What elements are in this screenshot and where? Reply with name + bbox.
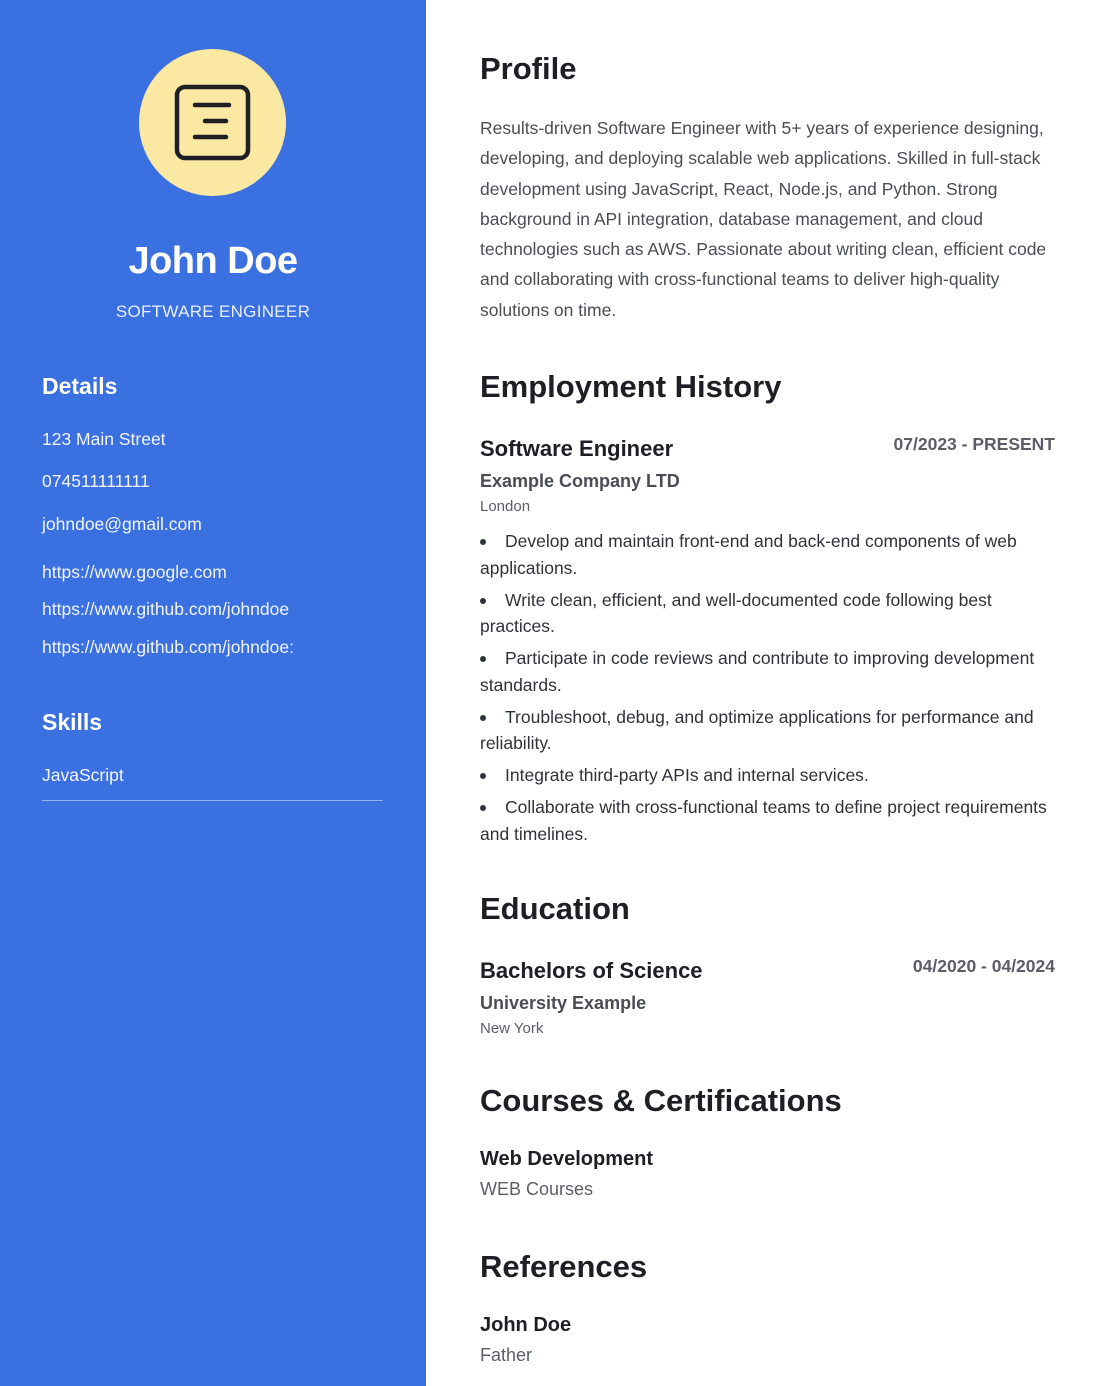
phone-text: 074511111111 xyxy=(42,471,150,491)
reference-relation: Father xyxy=(480,1345,533,1365)
education-heading: Education xyxy=(480,891,630,926)
company-name: Example Company LTD xyxy=(480,471,680,491)
course-provider: WEB Courses xyxy=(480,1179,594,1199)
degree-title: Bachelors of Science xyxy=(480,958,703,983)
list-item: Develop and maintain front-end and back-end components of web applications. xyxy=(480,528,1055,581)
list-item: Integrate third-party APIs and internal services. xyxy=(480,762,1055,789)
list-item: Participate in code reviews and contribute to improving development standards. xyxy=(480,645,1055,698)
job-dates: 07/2023 - PRESENT xyxy=(893,434,1055,454)
education-dates: 04/2020 - 04/2024 xyxy=(912,956,1055,976)
reference-name: John Doe xyxy=(480,1314,572,1336)
website-link[interactable]: https://www.google.com xyxy=(42,562,227,582)
sidebar xyxy=(0,0,426,1386)
course-title: Web Development xyxy=(480,1148,653,1170)
employment-heading: Employment History xyxy=(480,369,782,404)
job-title: Software Engineer xyxy=(480,436,674,461)
github-link[interactable]: https://www.github.com/johndoe xyxy=(42,599,290,619)
list-item: Troubleshoot, debug, and optimize applications for performance and reliability. xyxy=(480,704,1055,757)
document-lines-icon xyxy=(174,84,251,161)
job-responsibilities xyxy=(480,528,1055,853)
avatar xyxy=(139,49,286,196)
candidate-name: John Doe xyxy=(128,240,298,282)
skill-item: JavaScript xyxy=(42,765,124,785)
skill-level-bar xyxy=(42,800,383,801)
skills-heading: Skills xyxy=(42,709,103,735)
courses-heading: Courses & Certifications xyxy=(480,1083,842,1118)
address-text: 123 Main Street xyxy=(42,429,166,449)
school-location: New York xyxy=(480,1020,544,1037)
list-item: Collaborate with cross-functional teams to define project requirements and timelines. xyxy=(480,794,1055,847)
list-item: Write clean, efficient, and well-documented code following best practices. xyxy=(480,587,1055,640)
profile-heading: Profile xyxy=(480,51,577,86)
details-heading: Details xyxy=(42,373,118,399)
profile-text: Results-driven Software Engineer with 5+ years of experience designing, developing, and deploying scalable web applications. Skilled in full-stack development using JavaScript, React, Node.js, and Python. Strong background in API integration, database management, and cloud technologies such as AWS. Passionate about writing clean, efficient code and collaborating with cross-functional teams to deliver high-quality solutions on time. xyxy=(480,118,1047,320)
references-heading: References xyxy=(480,1249,648,1284)
job-location: London xyxy=(480,498,531,515)
github-link-2[interactable]: https://www.github.com/johndoe: xyxy=(42,637,294,657)
school-name: University Example xyxy=(480,993,647,1013)
candidate-role: SOFTWARE ENGINEER xyxy=(115,302,311,321)
email-link[interactable]: johndoe@gmail.com xyxy=(42,514,202,534)
